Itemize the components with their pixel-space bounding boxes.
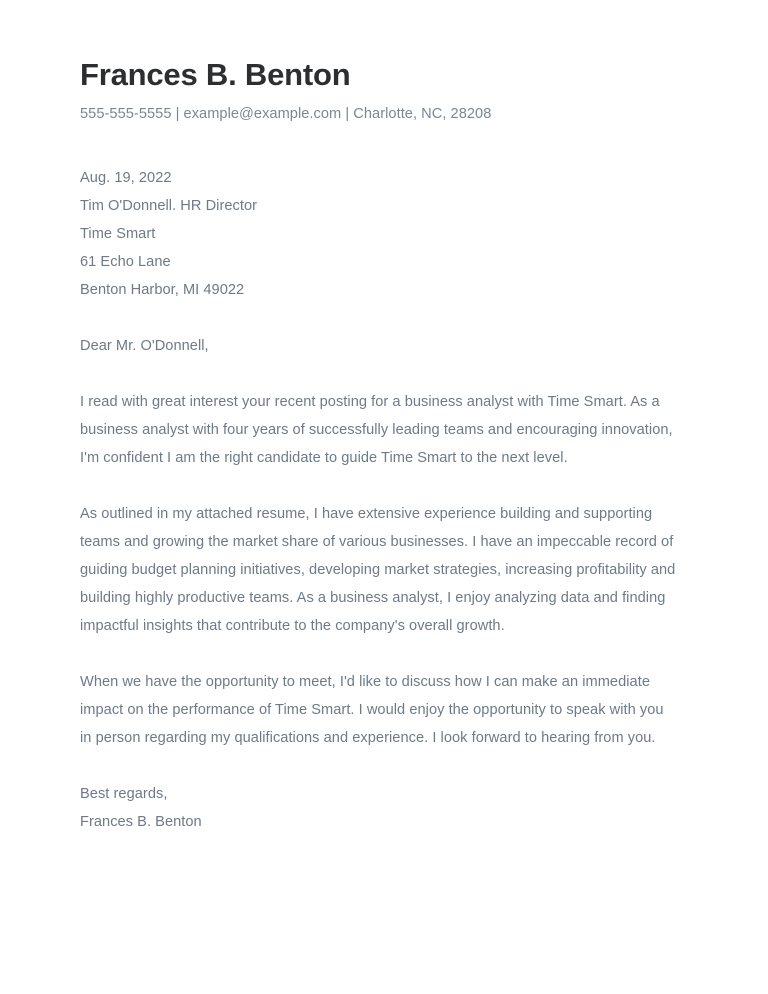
recipient-street: 61 Echo Lane <box>80 254 171 270</box>
page-title: Frances B. Benton <box>80 57 351 92</box>
letter-content <box>80 0 677 836</box>
letterhead <box>80 0 677 126</box>
body-paragraph-2: As outlined in my attached resume, I have extensive experience building and supporting teams and growing the market share of various businesses. I have an impeccable record of guiding budget planning initiatives, developing market strategies, increasing profitability and building highly productive teams. As a business analyst, I enjoy analyzing data and finding impactful insights that contribute to the company's overall growth. <box>80 506 676 634</box>
contact-line: 555-555-5555 | example@example.com | Charlotte, NC, 28208 <box>80 106 492 122</box>
sign-off: Best regards, <box>80 786 168 802</box>
recipient-city-state-zip: Benton Harbor, MI 49022 <box>80 282 245 298</box>
salutation-block <box>80 332 677 360</box>
body-paragraph-1: I read with great interest your recent posting for a business analyst with Time Smart. As a business analyst with four years of successfully leading teams and encouraging innovation, I'm confident I am the right candidate to guide Time Smart to the next level. <box>80 394 673 466</box>
letter-date: Aug. 19, 2022 <box>80 170 172 186</box>
recipient-company: Time Smart <box>80 226 156 242</box>
signature-name: Frances B. Benton <box>80 814 202 830</box>
recipient-address-block <box>80 164 677 304</box>
salutation: Dear Mr. O'Donnell, <box>80 338 209 354</box>
recipient-name-title: Tim O'Donnell. HR Director <box>80 198 258 214</box>
closing-block <box>80 780 677 836</box>
body-paragraph-3: When we have the opportunity to meet, I'd like to discuss how I can make an immediate impact on the performance of Time Smart. I would enjoy the opportunity to speak with you in person regarding my qualifications and experience. I look forward to hearing from you. <box>80 674 664 746</box>
